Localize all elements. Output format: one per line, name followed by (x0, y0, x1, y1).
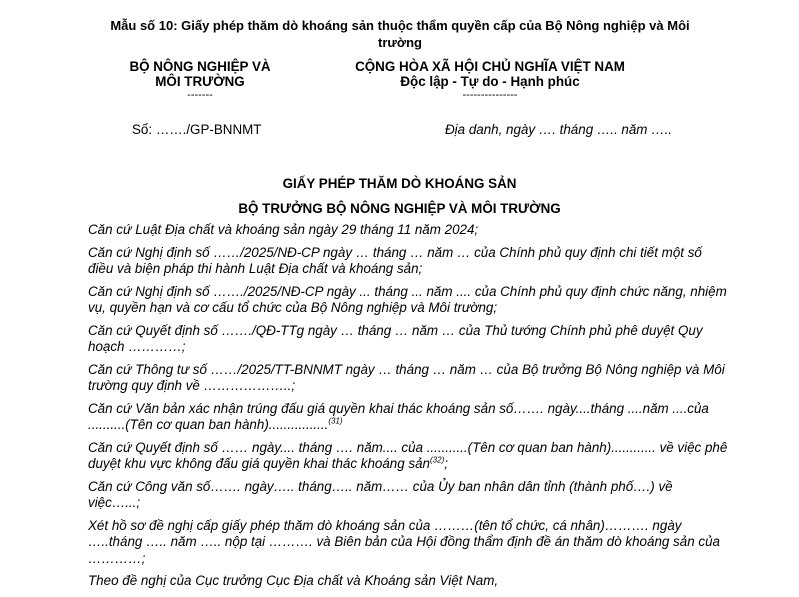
paragraph: Căn cứ Công văn số……. ngày….. tháng….. năm…… của Ủy ban nhân dân tỉnh (thành phố….) về việc…...; (88, 478, 673, 510)
country-name: CỘNG HÒA XÃ HỘI CHỦ NGHĨA VIỆT NAM (355, 59, 625, 74)
footnote-ref: (32) (430, 455, 445, 465)
paragraph: Căn cứ Nghị định số ……/2025/NĐ-CP ngày … tháng … năm … của Chính phủ quy định chi tiết một số điều và biện pháp thi hành Luật Địa chất và khoáng sản; (88, 244, 702, 276)
legal-basis-body (88, 222, 728, 596)
form-title: Mẫu số 10: Giấy phép thăm dò khoáng sản thuộc thẩm quyền cấp của Bộ Nông nghiệp và Môi trường (110, 18, 690, 50)
paragraph: Căn cứ Nghị định số ……./2025/NĐ-CP ngày ... tháng ... năm .... của Chính phủ quy định chức năng, nhiệm vụ, quyền hạn và cơ cấu tổ chức của Bộ Nông nghiệp và Môi trường; (88, 283, 727, 315)
place-and-date: Địa danh, ngày …. tháng ….. năm ….. (445, 122, 673, 137)
agency-name-line1: BỘ NÔNG NGHIỆP VÀ (129, 59, 271, 74)
paragraph: Theo đề nghị của Cục trưởng Cục Địa chất và Khoáng sản Việt Nam, (88, 573, 499, 588)
agency-name-line2: MÔI TRƯỜNG (155, 74, 245, 89)
document-number: Số: ……./GP-BNNMT (132, 122, 262, 137)
paragraph: Căn cứ Quyết định số …… ngày.... tháng …. năm.... của ...........(Tên cơ quan ban hành)............ về việc phê duyệt khu vực không đấu giá quyền khai thác khoáng sản$^{(32)}$; (88, 439, 728, 471)
national-motto: Độc lập - Tự do - Hạnh phúc (400, 74, 580, 89)
paragraph: Căn cứ Quyết định số ……./QĐ-TTg ngày … tháng … năm … của Thủ tướng Chính phủ phê duyệt Quy hoạch …………; (88, 322, 703, 354)
issuer-title: BỘ TRƯỞNG BỘ NÔNG NGHIỆP VÀ MÔI TRƯỜNG (238, 201, 561, 216)
national-motto-header (340, 59, 640, 101)
agency-separator: ------- (187, 89, 213, 101)
motto-separator: --------------- (462, 89, 518, 101)
issuing-agency-header (100, 59, 300, 101)
footnote-ref: (31) (328, 416, 343, 426)
paragraph: Căn cứ Văn bản xác nhận trúng đấu giá quyền khai thác khoáng sản số……. ngày....tháng ....năm ....của ..........(Tên cơ quan ban hành)................$^{(31)}$ (88, 400, 709, 432)
paragraph: Căn cứ Luật Địa chất và khoáng sản ngày 29 tháng 11 năm 2024; (88, 222, 479, 237)
document-title: GIẤY PHÉP THĂM DÒ KHOÁNG SẢN (282, 176, 517, 191)
paragraph: Căn cứ Thông tư số ……/2025/TT-BNNMT ngày … tháng … năm … của Bộ trưởng Bộ Nông nghiệp và Môi trường quy định về ………………..; (88, 361, 725, 393)
paragraph: Xét hồ sơ đề nghị cấp giấy phép thăm dò khoáng sản của ………(tên tổ chức, cá nhân)………. ngày …..tháng ….. năm ….. nộp tại ………. và Biên bản của Hội đồng thẩm định đề án thăm dò khoáng sản của …………; (88, 517, 720, 566)
